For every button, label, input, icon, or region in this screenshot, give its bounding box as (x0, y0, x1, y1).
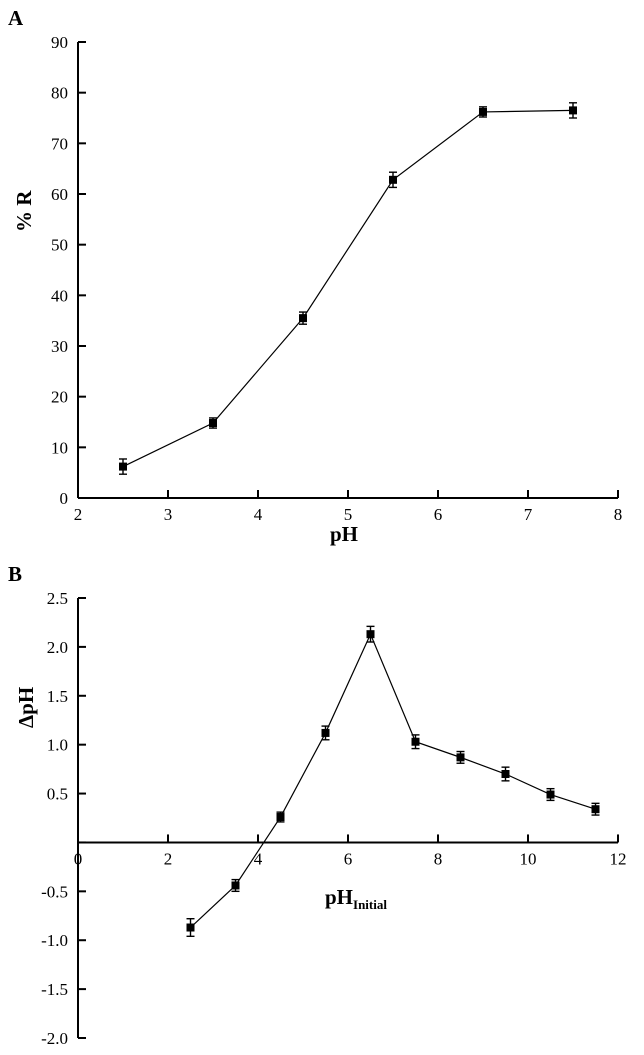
svg-text:40: 40 (51, 286, 68, 306)
svg-text:0: 0 (59, 489, 68, 508)
svg-text:2.0: 2.0 (46, 637, 68, 657)
panel-b-y-axis-title: ΔpH (14, 686, 38, 728)
svg-text:90: 90 (51, 33, 68, 52)
svg-text:8: 8 (433, 849, 443, 869)
panel-b-plot (0, 560, 644, 1055)
svg-text:2: 2 (73, 505, 83, 524)
svg-text:10: 10 (51, 438, 68, 458)
svg-text:0: 0 (73, 849, 83, 869)
panel-b-letter: B (8, 562, 23, 586)
svg-text:2: 2 (163, 849, 173, 869)
panel-a-letter: A (8, 6, 24, 30)
panel-a-x-axis-title: pH (330, 522, 359, 546)
svg-text:0.5: 0.5 (46, 784, 68, 804)
panel-b-x-axis-title-sub: Initial (353, 897, 387, 913)
svg-text:-1.5: -1.5 (41, 980, 68, 1000)
svg-text:2.5: 2.5 (46, 589, 68, 608)
svg-text:12: 12 (609, 849, 627, 869)
panel-b (0, 560, 644, 1055)
panel-b-x-axis-title (325, 885, 387, 913)
svg-text:-0.5: -0.5 (41, 882, 68, 902)
svg-text:4: 4 (253, 505, 263, 524)
svg-text:6: 6 (343, 849, 353, 869)
panel-a-y-axis-title: % R (12, 190, 36, 232)
svg-text:70: 70 (51, 134, 68, 154)
svg-text:60: 60 (51, 185, 68, 204)
svg-text:4: 4 (253, 849, 263, 869)
svg-text:1.0: 1.0 (46, 735, 68, 755)
svg-text:5: 5 (343, 505, 353, 524)
svg-text:6: 6 (433, 505, 443, 524)
svg-text:-1.0: -1.0 (41, 931, 68, 951)
svg-text:50: 50 (51, 235, 68, 255)
svg-text:20: 20 (51, 387, 68, 407)
svg-text:3: 3 (163, 505, 173, 524)
panel-b-x-axis-title-main: pH (325, 885, 354, 909)
svg-text:10: 10 (519, 849, 537, 869)
svg-text:7: 7 (523, 505, 533, 524)
svg-text:-2.0: -2.0 (41, 1029, 68, 1048)
svg-text:80: 80 (51, 83, 68, 103)
svg-text:1.5: 1.5 (46, 686, 68, 706)
svg-text:8: 8 (613, 505, 623, 524)
svg-text:30: 30 (51, 337, 68, 356)
